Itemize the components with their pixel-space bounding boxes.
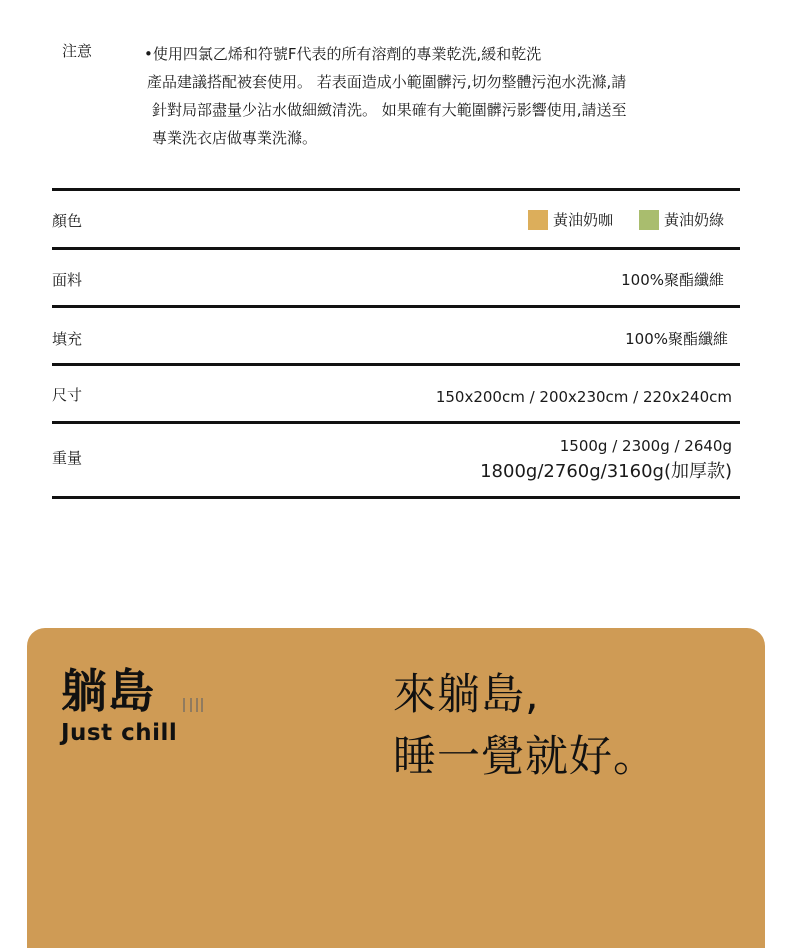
color-options bbox=[502, 209, 724, 230]
slogan bbox=[393, 664, 657, 788]
brand-banner bbox=[27, 628, 765, 948]
weight-values bbox=[480, 434, 732, 486]
care-line: 專業洗衣店做專業洗滌。 bbox=[152, 129, 318, 147]
weight-standard: 1500g / 2300g / 2640g bbox=[559, 437, 732, 455]
color-label: 顏色 bbox=[52, 212, 83, 230]
color-option-butter-green[interactable] bbox=[639, 209, 724, 230]
spec-row-filling bbox=[52, 308, 740, 363]
weight-thick: 1800g/2760g/3160g(加厚款) bbox=[480, 461, 732, 482]
care-line: •使用四氯乙烯和符號F代表的所有溶劑的專業乾洗,緩和乾洗 bbox=[144, 45, 542, 63]
brand-tagline: Just chill bbox=[61, 720, 178, 746]
size-label: 尺寸 bbox=[52, 386, 83, 404]
brand-logo bbox=[61, 664, 177, 746]
spec-table bbox=[52, 188, 740, 499]
divider bbox=[52, 496, 740, 499]
color-swatch bbox=[639, 210, 659, 230]
decor-bars-icon bbox=[177, 698, 207, 712]
care-line: 產品建議搭配被套使用。 若表面造成小範圍髒污,切勿整體污泡水洗滌,請 bbox=[147, 73, 627, 91]
spec-row-fabric bbox=[52, 250, 740, 305]
filling-label: 填充 bbox=[52, 330, 83, 348]
size-value: 150x200cm / 200x230cm / 220x240cm bbox=[435, 388, 732, 406]
spec-row-size bbox=[52, 366, 740, 421]
fabric-value: 100%聚酯纖維 bbox=[621, 271, 724, 289]
fabric-label: 面料 bbox=[52, 271, 83, 289]
care-label: 注意 bbox=[62, 42, 93, 60]
color-option-label: 黃油奶咖 bbox=[552, 211, 613, 229]
slogan-line: 睡一覺就好。 bbox=[393, 732, 657, 782]
spec-row-color bbox=[52, 191, 740, 247]
slogan-line: 來躺島, bbox=[393, 670, 540, 720]
color-option-label: 黃油奶綠 bbox=[663, 211, 724, 229]
weight-label: 重量 bbox=[52, 449, 83, 467]
color-swatch bbox=[528, 210, 548, 230]
filling-value: 100%聚酯纖維 bbox=[625, 330, 728, 348]
spec-row-weight bbox=[52, 424, 740, 496]
brand-name: 躺島 bbox=[61, 664, 155, 718]
care-line: 針對局部盡量少沾水做細緻清洗。 如果確有大範圍髒污影響使用,請送至 bbox=[152, 101, 627, 119]
care-text bbox=[144, 40, 744, 152]
color-option-butter-coffee[interactable] bbox=[528, 209, 613, 230]
